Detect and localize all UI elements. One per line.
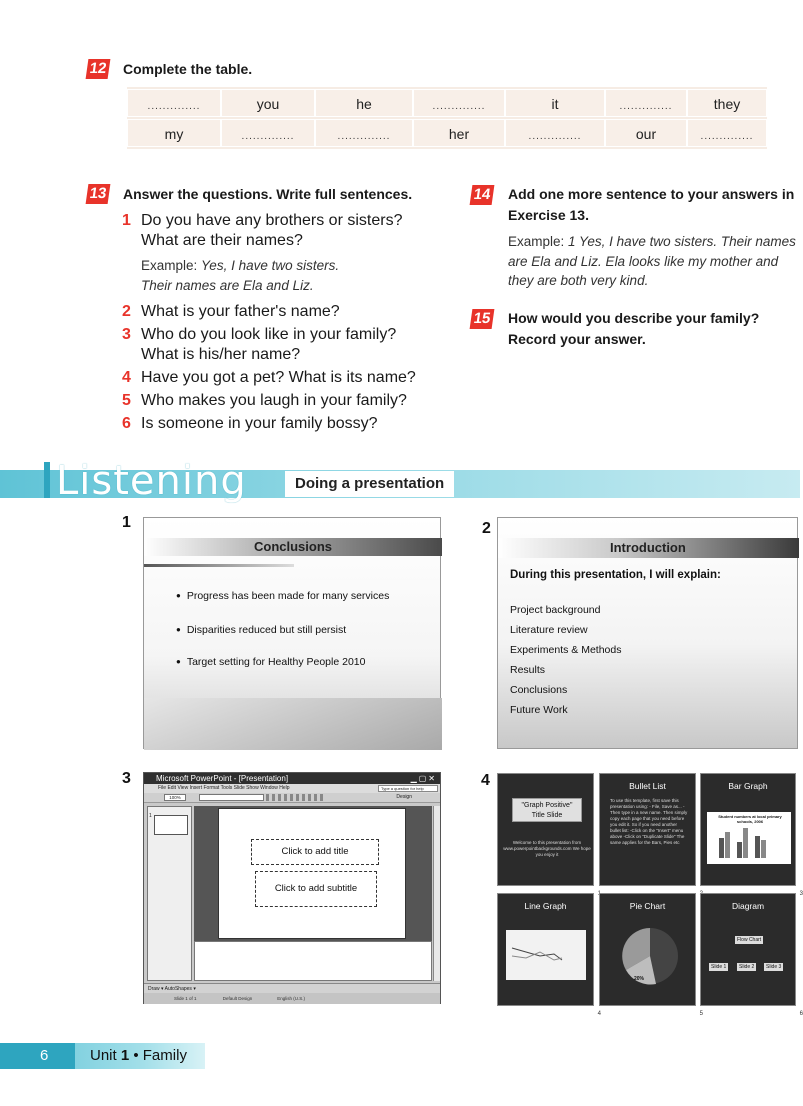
- drawing-toolbar[interactable]: [144, 983, 440, 993]
- toolbar[interactable]: [144, 793, 440, 803]
- title-line: Add one more sentence to your answers in: [508, 186, 795, 202]
- slide-thumbnail[interactable]: [154, 815, 188, 835]
- thumb-number: 5: [699, 1011, 703, 1017]
- bar-chart-image: [707, 812, 791, 864]
- title-line: Exercise 13.: [508, 207, 589, 223]
- listening-subtitle: Doing a presentation: [285, 471, 454, 497]
- question-number: 1: [122, 212, 131, 229]
- thumb-line-graph: [497, 893, 601, 1017]
- window-controls-icon[interactable]: ▁▢✕: [410, 774, 437, 783]
- table-cell: my: [127, 119, 221, 147]
- example-text: are Ela and Liz. Ela looks like my mother and: [508, 253, 779, 269]
- bullet-item: ● Target setting for Healthy People 2010: [176, 656, 365, 668]
- slides-pane[interactable]: [147, 806, 192, 981]
- pie-label: 20%: [634, 976, 645, 982]
- unit-suffix: • Family: [129, 1047, 187, 1064]
- slide-number: 4: [481, 772, 490, 789]
- title-box: [512, 798, 582, 822]
- exercise-13-title: Answer the questions. Write full sentences.: [123, 186, 413, 202]
- thumb-title: Pie Chart: [629, 901, 666, 911]
- table-cell[interactable]: ..............: [221, 119, 315, 147]
- question-text: [141, 211, 431, 250]
- question-number: 2: [122, 303, 131, 320]
- vertical-scrollbar[interactable]: [433, 806, 440, 981]
- title-line: "Graph Positive": [521, 802, 573, 809]
- example-text: they are both very kind.: [508, 273, 649, 288]
- welcome-text: Welcome to this presentation from www.powerpointbackgrounds.com We hope you enjoy it: [503, 840, 591, 857]
- table-cell: he: [315, 89, 413, 117]
- list-item: Conclusions: [510, 684, 568, 696]
- list-item: Project background: [510, 604, 601, 616]
- listening-title: Listening: [56, 458, 247, 504]
- exercise-14-title: [508, 184, 798, 226]
- question-line: What are their names?: [141, 231, 303, 249]
- status-bar: [144, 993, 440, 1004]
- thumb-title: Diagram: [731, 901, 765, 911]
- thumb-pie-chart: [599, 893, 703, 1017]
- unit-number: 1: [120, 1047, 130, 1064]
- thumb-number: 6: [799, 1011, 803, 1017]
- slide-title: Introduction: [610, 540, 686, 555]
- slide-number: 1: [122, 514, 131, 531]
- example-label: Example:: [508, 234, 565, 249]
- help-search-input[interactable]: Type a question for help: [378, 785, 438, 792]
- line-chart-image: [506, 930, 586, 980]
- table-cell[interactable]: ..............: [505, 119, 605, 147]
- table-cell: her: [413, 119, 505, 147]
- notes-pane[interactable]: [194, 941, 432, 981]
- thumb-diagram: [700, 893, 803, 1017]
- bar: [737, 842, 742, 858]
- unit-label: [90, 1043, 187, 1069]
- table-cell[interactable]: ..............: [605, 89, 687, 117]
- table-cell[interactable]: ..............: [413, 89, 505, 117]
- question-number: 4: [122, 369, 131, 386]
- banner-accent: [44, 462, 50, 498]
- table-cell[interactable]: ..............: [687, 119, 767, 147]
- thumb-title: Line Graph: [524, 901, 567, 911]
- design-button[interactable]: Design: [396, 794, 412, 800]
- question-line: What is his/her name?: [141, 345, 301, 363]
- font-select[interactable]: [199, 794, 264, 801]
- title-placeholder[interactable]: Click to add title: [251, 839, 379, 865]
- page-number: 6: [0, 1043, 75, 1069]
- slide-lead: During this presentation, I will explain:: [510, 569, 721, 581]
- example-text: Their names are Ela and Liz.: [141, 277, 314, 293]
- status-text: Slide 1 of 1 Default Design English (U.S.): [174, 996, 306, 1001]
- flow-box: Slide 3: [766, 964, 782, 970]
- exercise-14-example: [508, 232, 800, 291]
- slide-canvas[interactable]: [218, 808, 406, 939]
- exercise-12-title: Complete the table.: [123, 61, 253, 77]
- list-item: Results: [510, 664, 546, 676]
- flow-chart-box: Flow Chart: [737, 937, 762, 943]
- window-title: Microsoft PowerPoint - [Presentation]: [156, 774, 289, 783]
- divider: [144, 564, 294, 567]
- list-item: Experiments & Methods: [510, 644, 622, 656]
- flow-box: Slide 2: [739, 964, 755, 970]
- subtitle-placeholder[interactable]: Click to add subtitle: [255, 871, 377, 907]
- title-line: Title Slide: [531, 812, 563, 819]
- slide-number: 2: [482, 520, 491, 537]
- slide-number: 3: [122, 770, 131, 787]
- exercise-13-number: 13: [86, 184, 111, 204]
- thumb-number: 4: [597, 1011, 601, 1017]
- exercise-12-number: 12: [86, 59, 111, 79]
- exercise-15-title: [508, 308, 798, 350]
- question-line: Who do you look like in your family?: [141, 326, 397, 343]
- draw-menu[interactable]: Draw ▾ AutoShapes ▾: [148, 986, 196, 992]
- question-line: Do you have any brothers or sisters?: [141, 212, 403, 229]
- question-text: [141, 325, 431, 364]
- flow-box: Slide 1: [711, 964, 727, 970]
- chart-title: Student numbers at local primary schools, 2006: [718, 814, 782, 824]
- title-line: How would you describe your family?: [508, 310, 760, 326]
- thumb-title-slide: [497, 773, 594, 886]
- thumb-title: Bullet List: [629, 781, 666, 791]
- list-item: Future Work: [510, 704, 568, 716]
- table-cell: it: [505, 89, 605, 117]
- slide-introduction: [497, 517, 798, 749]
- question-number: 5: [122, 392, 131, 409]
- thumb-number: 3: [799, 891, 803, 897]
- thumb-body-text: To use this template, first save this presentation using: - File, Save as... - Then type in a new name. Then simply copy each page that you need before you edit it. So if you need another bullet list: -Click on the "Insert" menu above -Click on "Duplicate Slide" The same applies for the Bars, Pies etc: [610, 798, 688, 845]
- table-cell: you: [221, 89, 315, 117]
- question-text: What is your father's name?: [141, 303, 340, 320]
- bar: [725, 832, 730, 858]
- thumb-number: 1: [149, 813, 152, 819]
- menu-items[interactable]: File Edit View Insert Format Tools Slide Show Window Help: [158, 785, 290, 791]
- example-text: Yes, I have two sisters.: [201, 258, 340, 273]
- thumb-bullet-list: [599, 773, 696, 886]
- question-text: Have you got a pet? What is its name?: [141, 369, 416, 386]
- question-text: Who makes you laugh in your family?: [141, 392, 407, 409]
- list-item: Literature review: [510, 624, 588, 636]
- slide-footer-shape: [144, 698, 442, 750]
- example-text: 1 Yes, I have two sisters. Their names: [568, 234, 796, 249]
- title-line: Record your answer.: [508, 331, 646, 347]
- window-titlebar: [144, 773, 440, 784]
- bullet-item: ● Progress has been made for many services: [176, 590, 389, 602]
- exercise-13-example: [141, 256, 431, 295]
- slide-conclusions: [143, 517, 441, 749]
- format-buttons[interactable]: [266, 794, 326, 801]
- pronoun-table: [127, 87, 767, 149]
- thumb-bar-graph: [700, 773, 803, 897]
- question-number: 3: [122, 326, 131, 343]
- table-cell: they: [687, 89, 767, 117]
- table-cell[interactable]: ..............: [315, 119, 413, 147]
- table-cell: our: [605, 119, 687, 147]
- bar: [761, 840, 766, 858]
- bar: [719, 838, 724, 858]
- exercise-15-number: 15: [470, 309, 495, 329]
- pie-chart-image: [622, 926, 678, 986]
- bullet-item: ● Disparities reduced but still persist: [176, 624, 346, 636]
- zoom-select[interactable]: 100%: [164, 794, 186, 801]
- slide-title: Conclusions: [254, 539, 333, 554]
- unit-prefix: Unit: [90, 1047, 121, 1064]
- powerpoint-window-screenshot: [143, 772, 441, 1004]
- exercise-14-number: 14: [470, 185, 495, 205]
- example-label: Example:: [141, 258, 198, 273]
- question-number: 6: [122, 415, 131, 432]
- menu-bar[interactable]: [144, 784, 440, 793]
- thumb-title: Bar Graph: [728, 781, 768, 791]
- question-text: Is someone in your family bossy?: [141, 415, 378, 432]
- bar: [755, 836, 760, 858]
- table-cell[interactable]: ..............: [127, 89, 221, 117]
- bar: [743, 828, 748, 858]
